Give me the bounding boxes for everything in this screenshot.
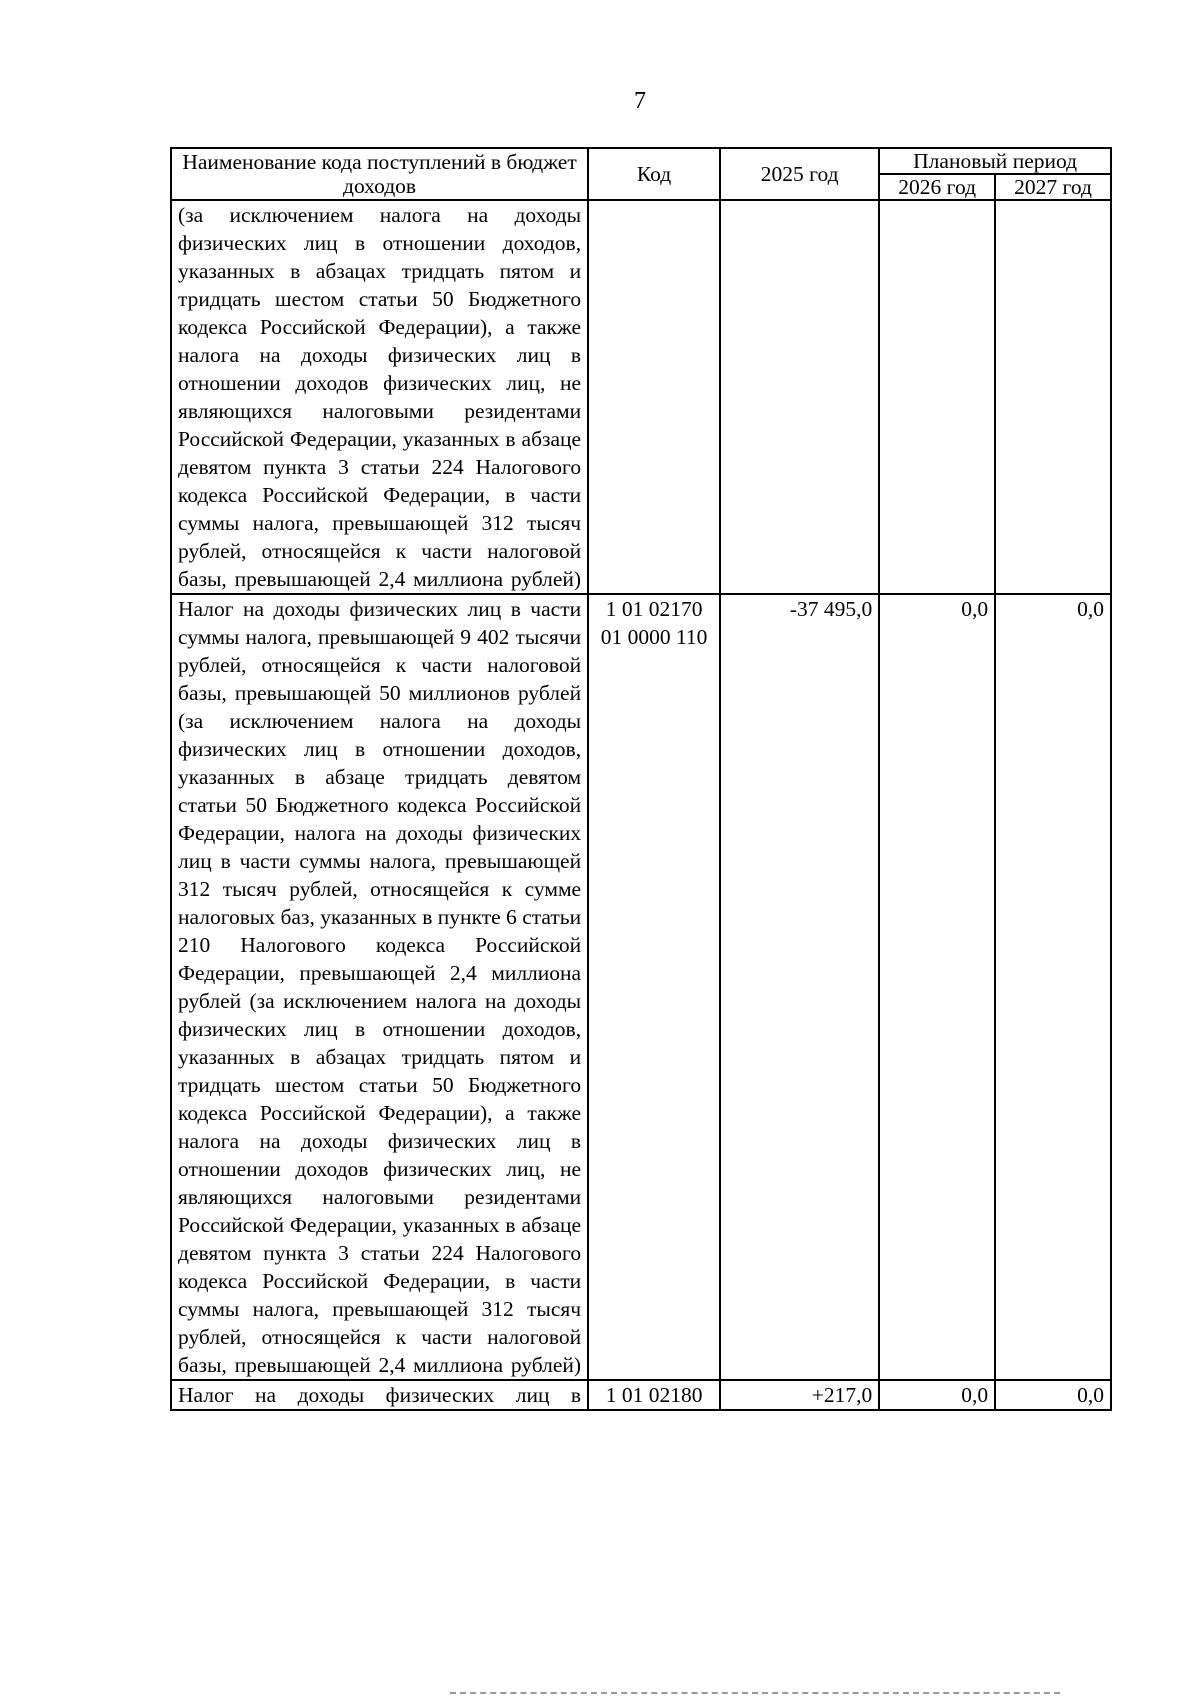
header-code: Код — [588, 148, 720, 200]
row-2027: 0,0 — [995, 1380, 1111, 1410]
table-row — [171, 1380, 1111, 1410]
row-name: Налог на доходы физических лиц в части суммы налога, превышающей 9 402 тысячи рублей, относящейся к части налоговой базы, превышающей 50 миллионов рублей (за исключением налога на доходы физических лиц в отношении доходов, указанных в абзаце тридцать девятом статьи 50 Бюджетного кодекса Российской Федерации, налога на доходы физических лиц в части суммы налога, превышающей 312 тысяч рублей, относящейся к сумме налоговых баз, указанных в пункте 6 статьи 210 Налогового кодекса Российской Федерации, превышающей 2,4 миллиона рублей (за исключением налога на доходы физических лиц в отношении доходов, указанных в абзацах тридцать пятом и тридцать шестом статьи 50 Бюджетного кодекса Российской Федерации), а также налога на доходы физических лиц в отношении доходов физических лиц, не являющихся налоговыми резидентами Российской Федерации, указанных в абзаце девятом пункта 3 статьи 224 Налогового кодекса Российской Федерации, в части суммы налога, превышающей 312 тысяч рублей, относящейся к части налоговой базы, превышающей 2,4 миллиона рублей) — [171, 594, 588, 1380]
row-2025 — [720, 200, 879, 594]
row-code — [588, 200, 720, 594]
row-2027: 0,0 — [995, 594, 1111, 1380]
header-name: Наименование кода поступлений в бюджет доходов — [171, 148, 588, 200]
row-name: (за исключением налога на доходы физических лиц в отношении доходов, указанных в абзацах тридцать пятом и тридцать шестом статьи 50 Бюджетного кодекса Российской Федерации), а также налога на доходы физических лиц в отношении доходов физических лиц, не являющихся налоговыми резидентами Российской Федерации, указанных в абзаце девятом пункта 3 статьи 224 Налогового кодекса Российской Федерации, в части суммы налога, превышающей 312 тысяч рублей, относящейся к части налоговой базы, превышающей 2,4 миллиона рублей) — [171, 200, 588, 594]
row-2025: -37 495,0 — [720, 594, 879, 1380]
header-year-2026: 2026 год — [879, 174, 995, 200]
page-number: 7 — [634, 88, 646, 114]
header-year-2025: 2025 год — [720, 148, 879, 200]
row-code: 1 01 02170 01 0000 110 — [588, 594, 720, 1380]
header-planned-period: Плановый период — [879, 148, 1111, 174]
table-row — [171, 200, 1111, 594]
revenue-table — [170, 147, 1112, 1411]
row-2026: 0,0 — [879, 1380, 995, 1410]
row-2025: +217,0 — [720, 1380, 879, 1410]
row-2026 — [879, 200, 995, 594]
scan-edge-artifact — [450, 1692, 1060, 1694]
table-row — [171, 594, 1111, 1380]
row-name: Налог на доходы физических лиц в — [171, 1380, 588, 1410]
row-2026: 0,0 — [879, 594, 995, 1380]
row-2027 — [995, 200, 1111, 594]
header-year-2027: 2027 год — [995, 174, 1111, 200]
row-code: 1 01 02180 — [588, 1380, 720, 1410]
